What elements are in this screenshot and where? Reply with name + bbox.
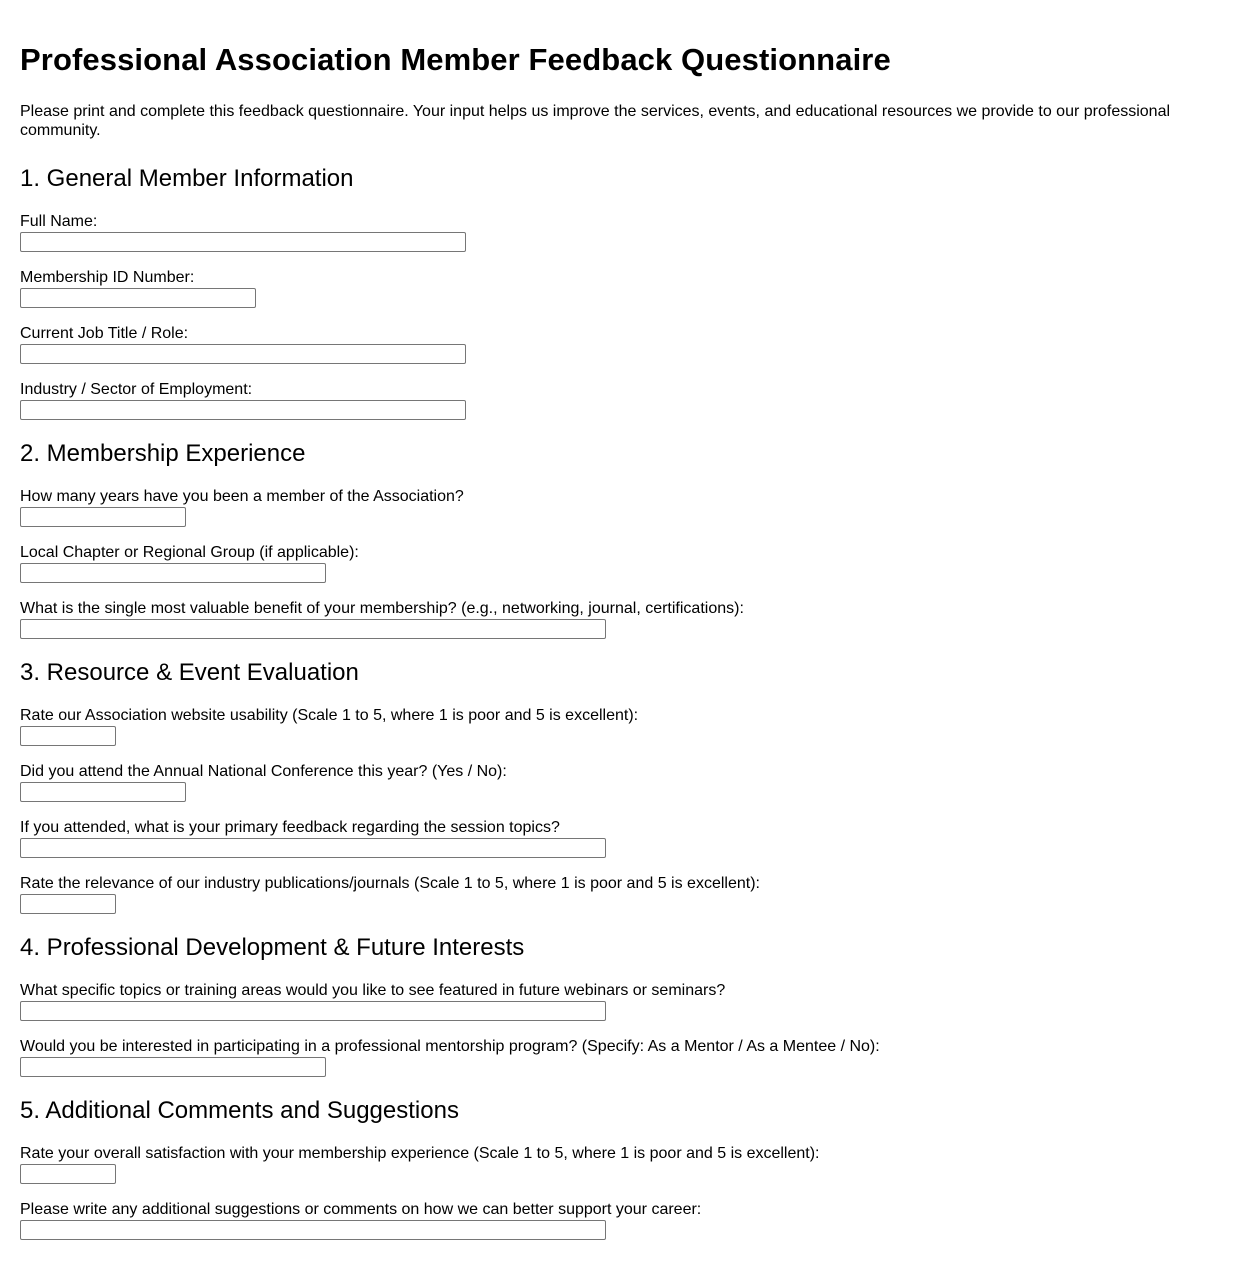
field-label: Current Job Title / Role: (20, 325, 189, 342)
field-label: Rate your overall satisfaction with your membership experience (Scale 1 to 5, where 1 is poor and 5 is excellent): (20, 1145, 820, 1162)
section-heading-professional-development: 4. Professional Development & Future Interests (20, 934, 525, 961)
local-chapter-input[interactable] (20, 563, 326, 583)
mentorship-interest-input[interactable] (20, 1057, 326, 1077)
valuable-benefit-input[interactable] (20, 619, 606, 639)
publications-relevance-input[interactable] (20, 894, 116, 914)
page-title: Professional Association Member Feedback Questionnaire (20, 42, 891, 77)
field-label: Rate our Association website usability (Scale 1 to 5, where 1 is poor and 5 is excellent): (20, 707, 639, 724)
field-label: Membership ID Number: (20, 269, 195, 286)
overall-satisfaction-input[interactable] (20, 1164, 116, 1184)
session-feedback-input[interactable] (20, 838, 606, 858)
field-label: What is the single most valuable benefit of your membership? (e.g., networking, journal, certifications): (20, 600, 744, 617)
field-label: Full Name: (20, 213, 98, 230)
section-heading-additional-comments: 5. Additional Comments and Suggestions (20, 1097, 459, 1124)
field-label: Industry / Sector of Employment: (20, 381, 253, 398)
field-conference-attendance (20, 762, 1227, 802)
field-label: Did you attend the Annual National Conference this year? (Yes / No): (20, 763, 507, 780)
intro-text: Please print and complete this feedback questionnaire. Your input helps us improve the services, events, and educational resources we provide to our professional community. (20, 103, 1171, 139)
conference-attendance-input[interactable] (20, 782, 186, 802)
field-industry (20, 380, 1227, 420)
field-label: How many years have you been a member of the Association? (20, 488, 464, 505)
industry-input[interactable] (20, 400, 466, 420)
field-overall-satisfaction (20, 1144, 1227, 1184)
field-session-feedback (20, 818, 1227, 858)
field-membership-id (20, 268, 1227, 308)
years-member-input[interactable] (20, 507, 186, 527)
field-years-member (20, 487, 1227, 527)
training-topics-input[interactable] (20, 1001, 606, 1021)
field-additional-suggestions (20, 1200, 1227, 1240)
field-label: Rate the relevance of our industry publications/journals (Scale 1 to 5, where 1 is poor and 5 is excellent): (20, 875, 760, 892)
field-label: What specific topics or training areas would you like to see featured in future webinars or seminars? (20, 982, 726, 999)
full-name-input[interactable] (20, 232, 466, 252)
field-local-chapter (20, 543, 1227, 583)
job-title-input[interactable] (20, 344, 466, 364)
field-label: Local Chapter or Regional Group (if applicable): (20, 544, 359, 561)
membership-id-input[interactable] (20, 288, 256, 308)
section-heading-resource-evaluation: 3. Resource & Event Evaluation (20, 659, 359, 686)
additional-suggestions-input[interactable] (20, 1220, 606, 1240)
field-publications-relevance (20, 874, 1227, 914)
field-label: Would you be interested in participating in a professional mentorship program? (Specify: As a Mentor / As a Mentee / No): (20, 1038, 880, 1055)
field-website-usability (20, 706, 1227, 746)
field-label: If you attended, what is your primary feedback regarding the session topics? (20, 819, 560, 836)
field-training-topics (20, 981, 1227, 1021)
field-full-name (20, 212, 1227, 252)
section-heading-membership-experience: 2. Membership Experience (20, 440, 306, 467)
section-heading-general-info: 1. General Member Information (20, 165, 354, 192)
field-job-title (20, 324, 1227, 364)
field-valuable-benefit (20, 599, 1227, 639)
field-mentorship-interest (20, 1037, 1227, 1077)
field-label: Please write any additional suggestions or comments on how we can better support your career: (20, 1201, 702, 1218)
website-usability-input[interactable] (20, 726, 116, 746)
